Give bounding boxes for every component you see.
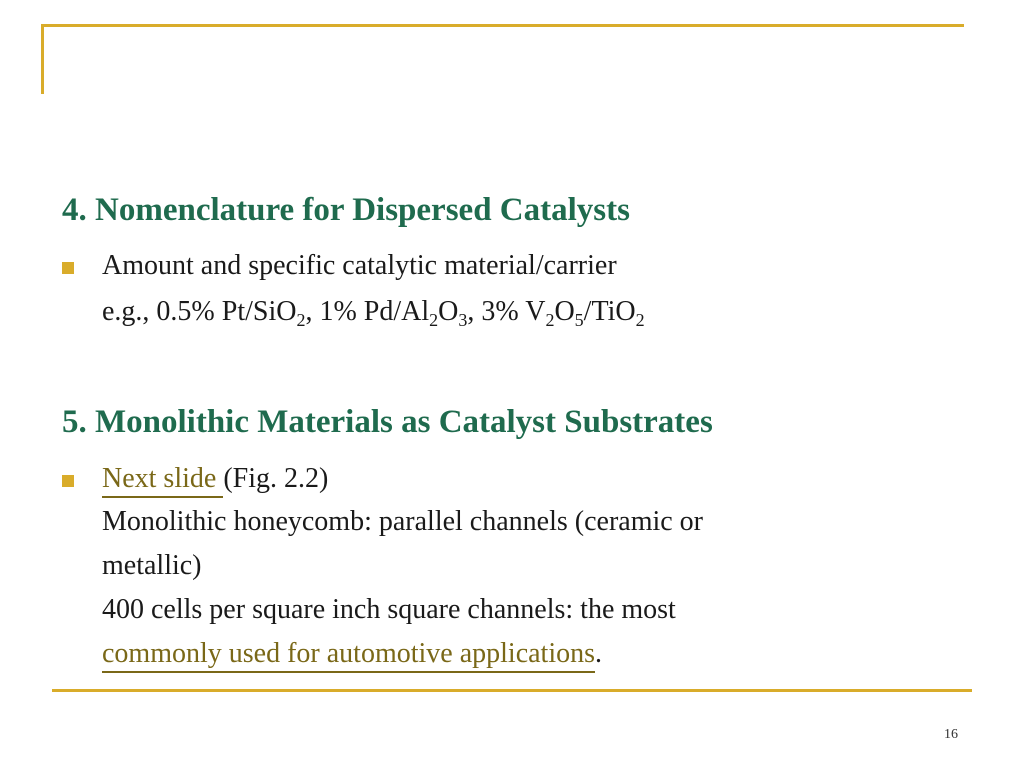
section-5-cells-text: 400 cells per square inch square channels: the most — [102, 594, 676, 625]
square-bullet-icon — [62, 475, 74, 487]
section-5-automotive-line: commonly used for automotive applications. — [102, 640, 602, 668]
top-border-line — [42, 24, 964, 27]
section-5-first-line — [102, 465, 328, 493]
section-4-bullet-text: Amount and specific catalytic material/carrier — [102, 250, 617, 281]
section-5-metallic-text: metallic) — [102, 550, 202, 581]
figure-reference: (Fig. 2.2) — [223, 463, 329, 494]
section-5-honeycomb-text: Monolithic honeycomb: parallel channels (ceramic or — [102, 506, 704, 537]
bottom-border-line — [52, 689, 972, 692]
section-4-example-formulas: e.g., 0.5% Pt/SiO$_2$, 1% $Pd/Al_2O_3$, 3% $V_2O_5/TiO_2$ — [102, 296, 645, 330]
section-5-heading: 5. Monolithic Materials as Catalyst Substrates — [62, 404, 713, 440]
left-border-line — [41, 24, 44, 94]
next-slide-link[interactable]: Next slide — [102, 463, 223, 498]
section-4-heading: 4. Nomenclature for Dispersed Catalysts — [62, 192, 630, 228]
page-number: 16 — [944, 727, 958, 742]
square-bullet-icon — [62, 262, 74, 274]
automotive-applications-link[interactable]: commonly used for automotive applications — [102, 638, 595, 673]
